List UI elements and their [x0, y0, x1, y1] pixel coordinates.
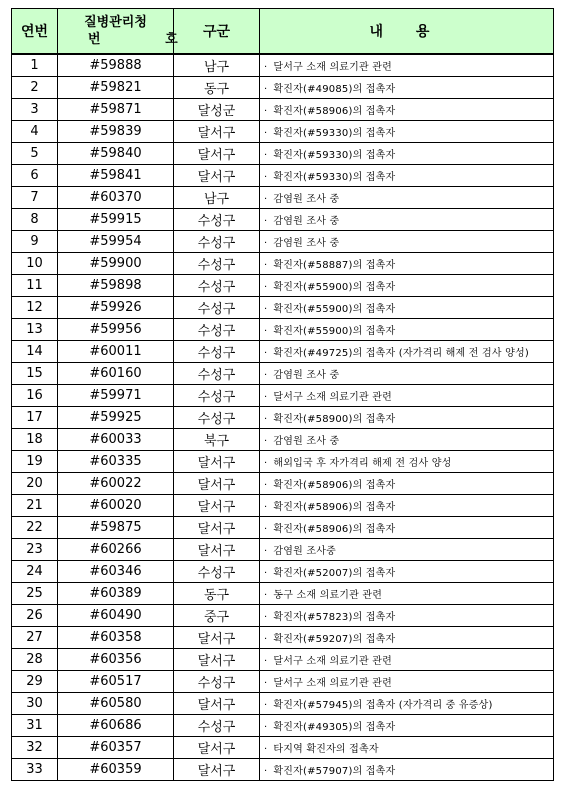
row-note-cell: · 확진자(#57945)의 접촉자 (자가격리 중 유증상) [260, 693, 554, 715]
table-row [12, 451, 554, 473]
row-no-cell: 13 [12, 319, 58, 341]
row-district-cell: 달서구 [174, 693, 260, 715]
row-district-cell: 달서구 [174, 495, 260, 517]
row-district-cell: 수성구 [174, 715, 260, 737]
table-row [12, 737, 554, 759]
row-case-id-cell: #59888 [58, 54, 174, 77]
row-case-id-cell: #60359 [58, 759, 174, 781]
row-district-cell: 수성구 [174, 363, 260, 385]
row-case-id-cell: #59915 [58, 209, 174, 231]
table-row [12, 231, 554, 253]
row-case-id-cell: #59875 [58, 517, 174, 539]
table-row [12, 385, 554, 407]
row-note-cell: · 확진자(#58900)의 접촉자 [260, 407, 554, 429]
row-no-cell: 5 [12, 143, 58, 165]
row-district-cell: 달서구 [174, 451, 260, 473]
row-no-cell: 31 [12, 715, 58, 737]
row-note-cell: · 확진자(#59330)의 접촉자 [260, 165, 554, 187]
table-row [12, 495, 554, 517]
table-row [12, 77, 554, 99]
row-no-cell: 12 [12, 297, 58, 319]
row-district-cell: 달서구 [174, 627, 260, 649]
table-row [12, 209, 554, 231]
row-note-cell: · 감염원 조사중 [260, 539, 554, 561]
row-district-cell: 남구 [174, 187, 260, 209]
row-no-cell: 28 [12, 649, 58, 671]
row-case-id-cell: #60370 [58, 187, 174, 209]
row-case-id-cell: #59954 [58, 231, 174, 253]
row-district-cell: 동구 [174, 77, 260, 99]
row-case-id-cell: #60686 [58, 715, 174, 737]
row-district-cell: 달서구 [174, 473, 260, 495]
row-case-id-cell: #59898 [58, 275, 174, 297]
row-note-cell: · 확진자(#57823)의 접촉자 [260, 605, 554, 627]
row-no-cell: 22 [12, 517, 58, 539]
row-case-id-cell: #59956 [58, 319, 174, 341]
header-district: 구군 [174, 9, 260, 55]
row-no-cell: 32 [12, 737, 58, 759]
row-no-cell: 9 [12, 231, 58, 253]
row-note-cell: · 확진자(#58906)의 접촉자 [260, 495, 554, 517]
row-district-cell: 달서구 [174, 121, 260, 143]
table-row [12, 99, 554, 121]
table-row [12, 165, 554, 187]
table-row [12, 759, 554, 781]
table-row [12, 253, 554, 275]
row-no-cell: 24 [12, 561, 58, 583]
row-no-cell: 26 [12, 605, 58, 627]
row-case-id-cell: #59871 [58, 99, 174, 121]
row-note-cell: · 확진자(#55900)의 접촉자 [260, 275, 554, 297]
row-district-cell: 수성구 [174, 253, 260, 275]
case-table [11, 8, 554, 781]
row-district-cell: 달서구 [174, 759, 260, 781]
table-row [12, 363, 554, 385]
row-district-cell: 수성구 [174, 561, 260, 583]
row-no-cell: 33 [12, 759, 58, 781]
row-case-id-cell: #59841 [58, 165, 174, 187]
row-case-id-cell: #60011 [58, 341, 174, 363]
table-row [12, 429, 554, 451]
row-note-cell: · 확진자(#52007)의 접촉자 [260, 561, 554, 583]
table-row [12, 407, 554, 429]
row-case-id-cell: #60335 [58, 451, 174, 473]
row-district-cell: 달서구 [174, 539, 260, 561]
row-note-cell: · 감염원 조사 중 [260, 429, 554, 451]
row-no-cell: 7 [12, 187, 58, 209]
row-no-cell: 1 [12, 54, 58, 77]
row-district-cell: 북구 [174, 429, 260, 451]
row-no-cell: 29 [12, 671, 58, 693]
row-case-id-cell: #59900 [58, 253, 174, 275]
row-no-cell: 18 [12, 429, 58, 451]
row-district-cell: 수성구 [174, 319, 260, 341]
row-note-cell: · 달서구 소재 의료기관 관련 [260, 385, 554, 407]
row-case-id-cell: #60357 [58, 737, 174, 759]
row-no-cell: 8 [12, 209, 58, 231]
row-district-cell: 남구 [174, 54, 260, 77]
table-row [12, 561, 554, 583]
row-case-id-cell: #60490 [58, 605, 174, 627]
table-row [12, 583, 554, 605]
row-no-cell: 30 [12, 693, 58, 715]
row-case-id-cell: #59840 [58, 143, 174, 165]
row-district-cell: 수성구 [174, 341, 260, 363]
row-note-cell: · 동구 소재 의료기관 관련 [260, 583, 554, 605]
row-note-cell: · 달서구 소재 의료기관 관련 [260, 54, 554, 77]
row-district-cell: 수성구 [174, 671, 260, 693]
row-no-cell: 4 [12, 121, 58, 143]
row-no-cell: 21 [12, 495, 58, 517]
row-no-cell: 27 [12, 627, 58, 649]
row-district-cell: 수성구 [174, 297, 260, 319]
header-case-id [58, 9, 208, 55]
table-row [12, 121, 554, 143]
row-note-cell: · 확진자(#58906)의 접촉자 [260, 99, 554, 121]
row-district-cell: 달성군 [174, 99, 260, 121]
row-note-cell: · 확진자(#58906)의 접촉자 [260, 517, 554, 539]
row-note-cell: · 확진자(#49725)의 접촉자 (자가격리 해제 전 검사 양성) [260, 341, 554, 363]
row-district-cell: 수성구 [174, 385, 260, 407]
row-case-id-cell: #60022 [58, 473, 174, 495]
row-note-cell: · 확진자(#49085)의 접촉자 [260, 77, 554, 99]
table-row [12, 297, 554, 319]
row-note-cell: · 확진자(#58906)의 접촉자 [260, 473, 554, 495]
row-note-cell: · 확진자(#57907)의 접촉자 [260, 759, 554, 781]
table-row [12, 143, 554, 165]
row-note-cell: · 확진자(#58887)의 접촉자 [260, 253, 554, 275]
row-no-cell: 6 [12, 165, 58, 187]
row-case-id-cell: #60266 [58, 539, 174, 561]
row-case-id-cell: #60033 [58, 429, 174, 451]
row-note-cell: · 확진자(#59207)의 접촉자 [260, 627, 554, 649]
row-no-cell: 23 [12, 539, 58, 561]
table-row [12, 539, 554, 561]
row-case-id-cell: #60580 [58, 693, 174, 715]
row-no-cell: 25 [12, 583, 58, 605]
row-district-cell: 수성구 [174, 231, 260, 253]
header-no: 연번 [12, 9, 58, 55]
row-district-cell: 달서구 [174, 143, 260, 165]
row-note-cell: · 확진자(#59330)의 접촉자 [260, 143, 554, 165]
row-no-cell: 11 [12, 275, 58, 297]
row-case-id-cell: #59839 [58, 121, 174, 143]
table-row [12, 341, 554, 363]
row-district-cell: 달서구 [174, 165, 260, 187]
row-note-cell: · 달서구 소재 의료기관 관련 [260, 649, 554, 671]
row-case-id-cell: #60358 [58, 627, 174, 649]
row-note-cell: · 확진자(#55900)의 접촉자 [260, 297, 554, 319]
header-case-id-line1: 질병관리청 [84, 15, 147, 30]
row-note-cell: · 확진자(#59330)의 접촉자 [260, 121, 554, 143]
table-row [12, 671, 554, 693]
row-case-id-cell: #60160 [58, 363, 174, 385]
row-no-cell: 20 [12, 473, 58, 495]
row-district-cell: 수성구 [174, 275, 260, 297]
table-row [12, 319, 554, 341]
row-no-cell: 17 [12, 407, 58, 429]
row-case-id-cell: #60020 [58, 495, 174, 517]
table-row [12, 54, 554, 77]
table-body [12, 54, 554, 781]
row-note-cell: · 확진자(#55900)의 접촉자 [260, 319, 554, 341]
table-row [12, 275, 554, 297]
table-row [12, 627, 554, 649]
table-row [12, 693, 554, 715]
row-district-cell: 달서구 [174, 517, 260, 539]
row-note-cell: · 감염원 조사 중 [260, 209, 554, 231]
row-district-cell: 수성구 [174, 209, 260, 231]
row-case-id-cell: #60517 [58, 671, 174, 693]
header-content: 내 용 [260, 9, 554, 55]
row-no-cell: 3 [12, 99, 58, 121]
row-case-id-cell: #59926 [58, 297, 174, 319]
row-note-cell: · 감염원 조사 중 [260, 363, 554, 385]
row-note-cell: · 감염원 조사 중 [260, 231, 554, 253]
row-district-cell: 달서구 [174, 737, 260, 759]
row-case-id-cell: #59971 [58, 385, 174, 407]
row-case-id-cell: #60356 [58, 649, 174, 671]
row-district-cell: 달서구 [174, 649, 260, 671]
table-row [12, 187, 554, 209]
row-note-cell: · 달서구 소재 의료기관 관련 [260, 671, 554, 693]
row-no-cell: 10 [12, 253, 58, 275]
row-case-id-cell: #60346 [58, 561, 174, 583]
row-district-cell: 수성구 [174, 407, 260, 429]
table-row [12, 473, 554, 495]
header-row [12, 9, 554, 55]
table-row [12, 715, 554, 737]
row-case-id-cell: #59821 [58, 77, 174, 99]
row-district-cell: 중구 [174, 605, 260, 627]
row-no-cell: 15 [12, 363, 58, 385]
row-note-cell: · 확진자(#49305)의 접촉자 [260, 715, 554, 737]
row-note-cell: · 해외입국 후 자가격리 해제 전 검사 양성 [260, 451, 554, 473]
table-row [12, 517, 554, 539]
row-note-cell: · 타지역 확진자의 접촉자 [260, 737, 554, 759]
header-case-id-line2: 번 호 [88, 32, 208, 47]
row-case-id-cell: #59925 [58, 407, 174, 429]
table-row [12, 605, 554, 627]
row-district-cell: 동구 [174, 583, 260, 605]
table-row [12, 649, 554, 671]
row-no-cell: 2 [12, 77, 58, 99]
row-case-id-cell: #60389 [58, 583, 174, 605]
row-no-cell: 14 [12, 341, 58, 363]
row-note-cell: · 감염원 조사 중 [260, 187, 554, 209]
row-no-cell: 16 [12, 385, 58, 407]
row-no-cell: 19 [12, 451, 58, 473]
